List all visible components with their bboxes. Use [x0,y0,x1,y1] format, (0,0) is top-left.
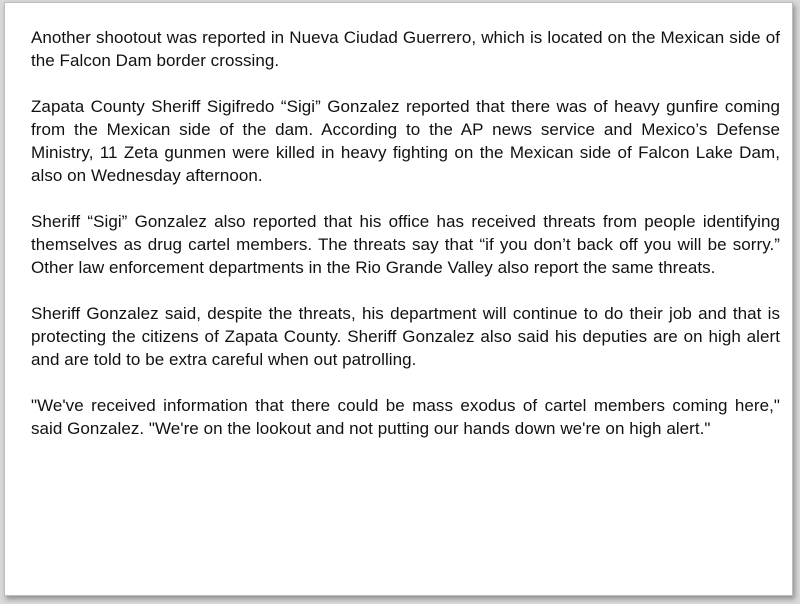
article-paragraph: Zapata County Sheriff Sigifredo “Sigi” Gonzalez reported that there was of heavy gunfire coming from the Mexican side of the dam. According to the AP news service and Mexico’s Defense Ministry, 11 Zeta gunmen were killed in heavy fighting on the Mexican side of Falcon Lake Dam, also on Wednesday afternoon. [31,97,780,185]
article-paragraph: Another shootout was reported in Nueva Ciudad Guerrero, which is located on the Mexican side of the Falcon Dam border crossing. [31,28,780,70]
article-paragraph: "We've received information that there could be mass exodus of cartel members coming here," said Gonzalez. "We're on the lookout and not putting our hands down we're on high alert." [31,396,780,438]
document-frame [4,2,793,596]
article-paragraph: Sheriff Gonzalez said, despite the threats, his department will continue to do their job and that is protecting the citizens of Zapata County. Sheriff Gonzalez also said his deputies are on high alert and are told to be extra careful when out patrolling. [31,304,780,369]
article-body [31,26,780,463]
article-paragraph: Sheriff “Sigi” Gonzalez also reported that his office has received threats from people identifying themselves as drug cartel members. The threats say that “if you don’t back off you will be sorry.” Other law enforcement departments in the Rio Grande Valley also report the same threats. [31,212,780,277]
